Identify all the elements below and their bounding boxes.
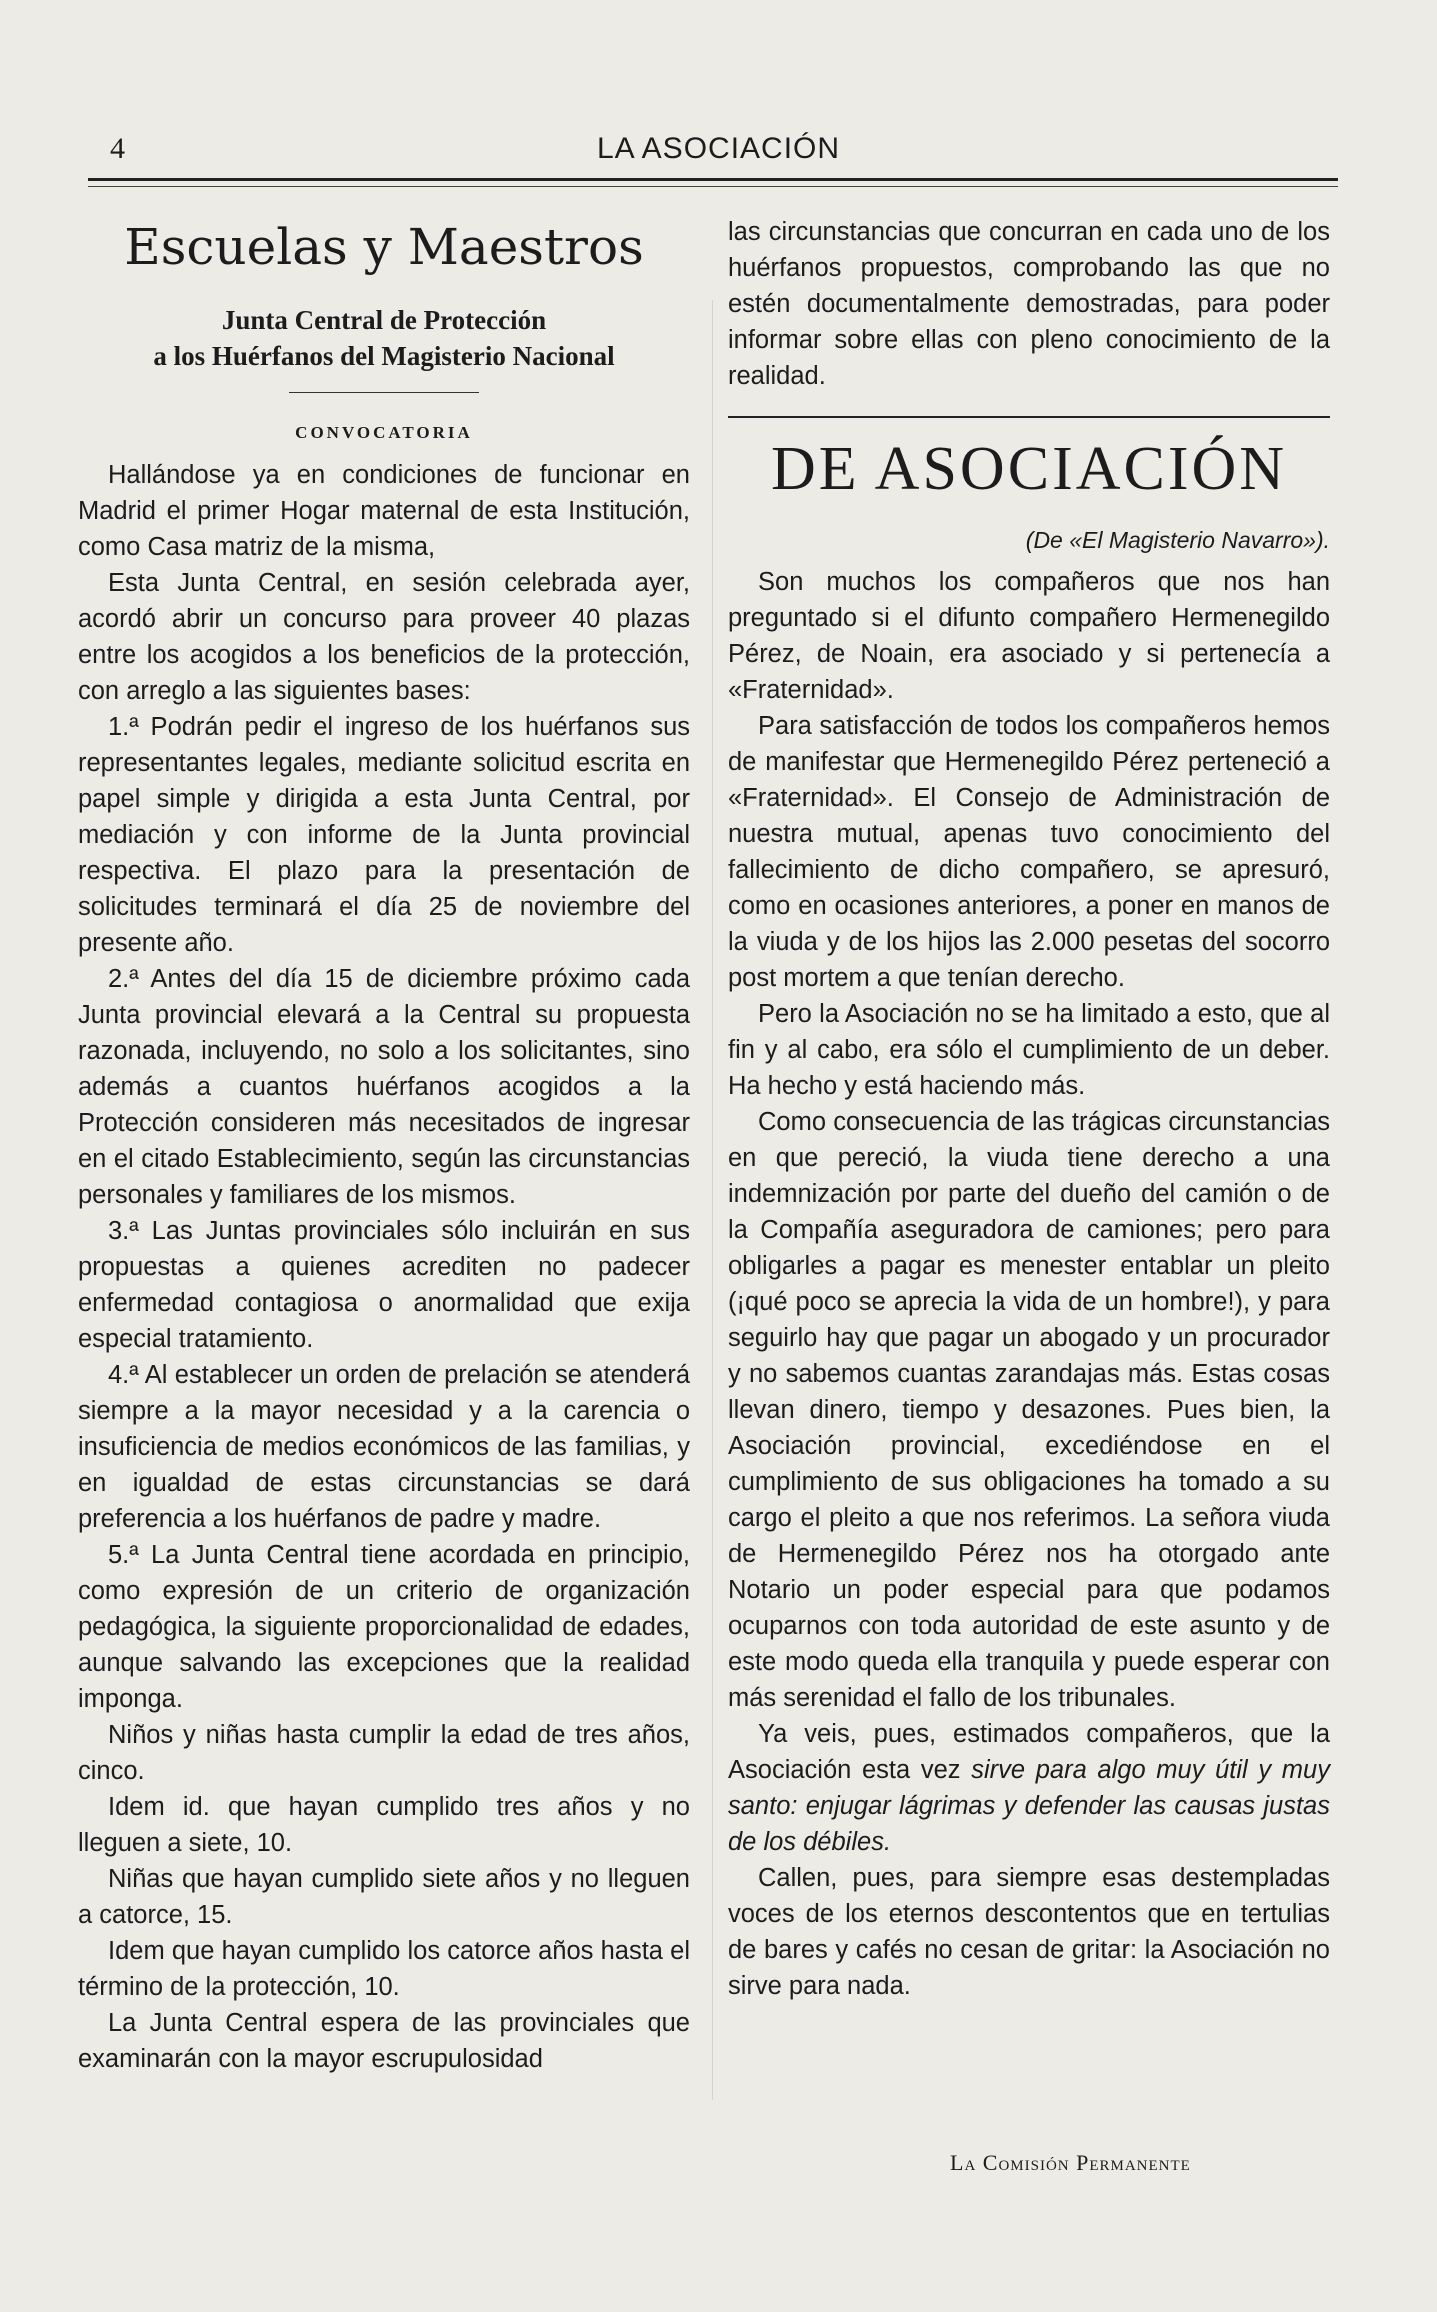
paragraph: Son muchos los compañeros que nos han preguntado si el difunto compañero Hermenegildo Pérez, de Noain, era asociado y si pertenecía a «Fraternidad». [728, 568, 1330, 704]
paragraph: Idem que hayan cumplido los catorce años hasta el término de la protección, 10. [78, 1937, 690, 2001]
closing-italic: sirve para algo muy útil y muy santo: enjugar lágrimas y defender las causas justas de los débiles. [728, 1756, 1330, 1856]
paragraph: 5.ª La Junta Central tiene acordada en principio, como expresión de un criterio de organización pedagógica, la siguiente proporcionalidad de edades, aunque salvando las excepciones que la realidad imponga. [78, 1541, 690, 1713]
article-attribution: (De «El Magisterio Navarro»). [1025, 527, 1330, 553]
continuation-paragraph: las circunstancias que concurran en cada uno de los huérfanos propuestos, comprobando las que no estén documentalmente demostradas, para poder informar sobre ellas con pleno conocimiento de la realidad. [728, 218, 1330, 390]
article-rule [728, 416, 1330, 418]
paragraph: 4.ª Al establecer un orden de prelación se atenderá siempre a la mayor necesidad y a la carencia o insuficiencia de medios económicos de las familias, y en igualdad de estas circunstancias se dará preferencia a los huérfanos de padre y madre. [78, 1361, 690, 1533]
paragraph: Niños y niñas hasta cumplir la edad de tres años, cinco. [78, 1721, 690, 1785]
paragraph: La Junta Central espera de las provinciales que examinarán con la mayor escrupulosidad [78, 2009, 690, 2073]
paragraph: Niñas que hayan cumplido siete años y no lleguen a catorce, 15. [78, 1865, 690, 1929]
short-rule [289, 392, 479, 393]
paragraph: Pero la Asociación no se ha limitado a esto, que al fin y al cabo, era sólo el cumplimiento de un deber. Ha hecho y está haciendo más. [728, 1000, 1330, 1100]
column-divider [712, 300, 713, 2100]
paragraph: 3.ª Las Juntas provinciales sólo incluirán en sus propuestas a quienes acrediten no padecer enfermedad contagiosa o anormalidad que exija especial tratamiento. [78, 1217, 690, 1353]
right-column [728, 214, 1330, 2004]
paragraph: Esta Junta Central, en sesión celebrada ayer, acordó abrir un concurso para proveer 40 plazas entre los acogidos a los beneficios de la protección, con arreglo a las siguientes bases: [78, 569, 690, 705]
paragraph [728, 1716, 1330, 1860]
page-number: 4 [110, 132, 125, 165]
paragraph: Para satisfacción de todos los compañeros hemos de manifestar que Hermenegildo Pérez perteneció a «Fraternidad». El Consejo de Administración de nuestra mutual, apenas tuvo conocimiento del fallecimiento de dicho compañero, se apresuró, como en ocasiones anteriores, a poner en manos de la viuda y de los hijos las 2.000 pesetas del socorro post mortem a que tenían derecho. [728, 712, 1330, 992]
subtitle-line-1: Junta Central de Protección [221, 305, 547, 335]
paragraph: Hallándose ya en condiciones de funcionar en Madrid el primer Hogar maternal de esta Institución, como Casa matriz de la misma, [78, 461, 690, 561]
header-rule-thin [88, 186, 1338, 187]
left-column [78, 214, 690, 2077]
paragraph: Idem id. que hayan cumplido tres años y no lleguen a siete, 10. [78, 1793, 690, 1857]
paragraph: 2.ª Antes del día 15 de diciembre próximo cada Junta provincial elevará a la Central su propuesta razonada, incluyendo, no solo a los solicitantes, sino además a cuantos huérfanos acogidos a la Protección consideren más necesitados de ingresar en el citado Establecimiento, según las circunstancias personales y familiares de los mismos. [78, 965, 690, 1209]
signature: La Comisión Permanente [950, 2150, 1191, 2175]
convocatoria-heading: CONVOCATORIA [295, 423, 473, 442]
paragraph: Callen, pues, para siempre esas destempladas voces de los eternos descontentos que en tertulias de bares y cafés no cesan de gritar: la Asociación no sirve para nada. [728, 1864, 1330, 2000]
subtitle-line-2: a los Huérfanos del Magisterio Nacional [153, 341, 615, 371]
closing-lead: Ya veis, pues, estimados compañeros, que la Asociación esta vez [728, 1720, 1330, 1784]
paragraph: 1.ª Podrán pedir el ingreso de los huérfanos sus representantes legales, mediante solicitud escrita en papel simple y dirigida a esta Junta Central, por mediación y con informe de la Junta provincial respectiva. El plazo para la presentación de solicitudes terminará el día 25 de noviembre del presente año. [78, 713, 690, 957]
paragraph: Como consecuencia de las trágicas circunstancias en que pereció, la viuda tiene derecho a una indemnización por parte del dueño del camión o de la Compañía aseguradora de camiones; pero para obligarles a pagar es menester entablar un pleito (¡qué poco se aprecia la vida de un hombre!), y para seguirlo hay que pagar un abogado y un procurador y no sabemos cuantas zarandajas más. Estas cosas llevan dinero, tiempo y desazones. Pues bien, la Asociación provincial, excediéndose en el cumplimiento de sus obligaciones ha tomado a su cargo el pleito a que nos referimos. La señora viuda de Hermenegildo Pérez nos ha otorgado ante Notario un poder especial para que podamos ocuparnos con toda autoridad de este asunto y de este modo queda ella tranquila y puede esperar con más serenidad el fallo de los tribunales. [728, 1108, 1330, 1712]
running-title: LA ASOCIACIÓN [596, 132, 841, 165]
header-rule [88, 178, 1338, 181]
section-title: Escuelas y Maestros [124, 218, 644, 276]
article-title: DE ASOCIACIÓN [770, 435, 1288, 503]
